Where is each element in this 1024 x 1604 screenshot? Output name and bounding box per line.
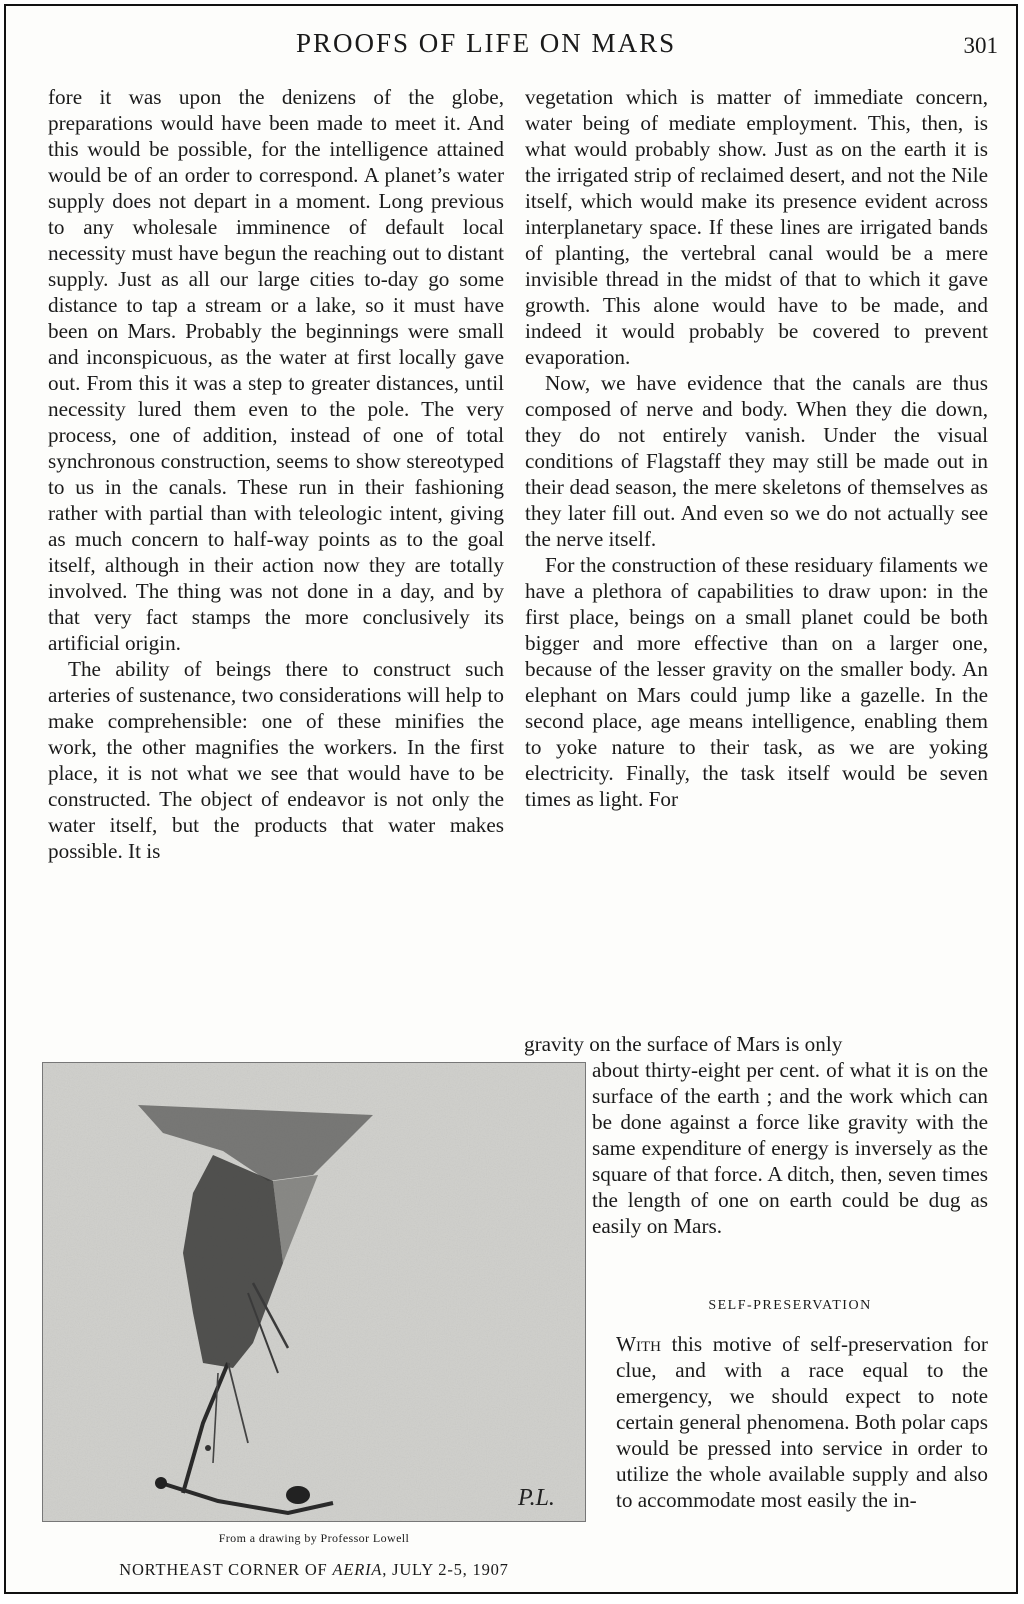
- right-paragraph-1: vegetation which is matter of immediate concern, water being of mediate employment. This, then, is what would probably show. Just as on the earth it is the irrigated strip of reclaimed desert, and not the Nile itself, which would make its presence evident across interplanetary space. If these lines are irrigated bands of planting, the vertebral canal would be a mere invisible thread in the midst of that to which it gave growth. This alone would have to be made, and indeed it would probably be covered to prevent evaporation.: [525, 85, 988, 369]
- oasis-dot-right: [286, 1486, 310, 1504]
- left-paragraph-1: fore it was upon the denizens of the globe, preparations would have been made to meet it. And this would be possible, for the intelligence attained would be of an order to correspond. A planet’s water supply does not depart in a moment. Long previous to any wholesale imminence of default local necessity must have begun the reaching out to distant supply. Just as all our large cities to-day go some distance to tap a stream or a lake, so it must have been on Mars. Probably the beginnings were small and inconspicuous, as the water at first locally gave out. From this it was a step to greater distances, until necessity lured them even to the pole. The very process, one of addition, instead of one of total synchronous construction, seems to show stereotyped to us in the canals. These run in their fashioning rather with partial than with teleologic intent, giving as much concern to half-way points as to the goal itself, although in their action now they are totally involved. The thing was not done in a day, and by that very fact stamps the more conclusively its artificial origin.: [48, 85, 504, 655]
- right-paragraph-2: Now, we have evidence that the canals are thus composed of nerve and body. When they die down, they do not entirely vanish. Under the visual conditions of Flagstaff they may still be made out in their dead season, the mere skeletons of themselves as they later fill out. And even so we do not actually see the nerve itself.: [525, 371, 988, 551]
- section-body-text: this motive of self-preservation for clue, and with a race equal to the emergency, we should expect to note certain general phenomena. Both polar caps would be pressed into service in order to utilize the whole available supply and also to accommodate most easily the in-: [616, 1332, 988, 1512]
- figure-credit: From a drawing by Professor Lowell: [218, 1531, 410, 1545]
- section-opening-word: With: [616, 1332, 661, 1356]
- figure-caption: [42, 1560, 586, 1580]
- oasis-dot-small: [205, 1445, 211, 1451]
- left-paragraph-2: The ability of beings there to construct such arteries of sustenance, two considerations will help to make comprehensible: one of these minifies the work, the other magnifies the workers. In the first place, it is not what we see that would have to be constructed. The object of endeavor is not only the water itself, but the products that water makes possible. It is: [48, 657, 504, 863]
- right-column: [525, 84, 988, 812]
- caption-suffix: , JULY 2-5, 1907: [382, 1560, 509, 1579]
- running-head: PROOFS OF LIFE ON MARS: [296, 28, 677, 58]
- right-column-continuation: [524, 1031, 988, 1239]
- page-number: 301: [963, 33, 998, 58]
- section-heading: SELF-PRESERVATION: [708, 1298, 872, 1313]
- caption-italic: AERIA: [332, 1560, 383, 1579]
- mars-drawing-figure: [42, 1062, 586, 1522]
- magazine-page: [4, 4, 1018, 1594]
- left-column: [48, 84, 504, 864]
- oasis-dot-left: [155, 1477, 167, 1489]
- mars-drawing-illustration: [43, 1063, 585, 1521]
- caption-prefix: NORTHEAST CORNER OF: [119, 1560, 333, 1579]
- continuation-line: gravity on the surface of Mars is only: [524, 1032, 843, 1056]
- right-paragraph-3: For the construction of these residuary filaments we have a plethora of capabilities to draw upon: in the first place, beings on a small planet could be both bigger and more effective than on a larger one, because of the lesser gravity on the smaller body. An elephant on Mars could jump like a gazelle. In the second place, age means intelligence, enabling them to yoke nature to their task, as we are yoking electricity. Finally, the task itself would be seven times as light. For: [525, 553, 988, 811]
- continuation-paragraph: about thirty-eight per cent. of what it is on the surface of the earth ; and the work which can be done against a force like gravity with the same expenditure of energy is inversely as the square of that force. A ditch, then, seven times the length of one on earth could be dug as easily on Mars.: [592, 1058, 988, 1238]
- section-body: [616, 1331, 988, 1513]
- artist-signature: P.L.: [518, 1485, 555, 1511]
